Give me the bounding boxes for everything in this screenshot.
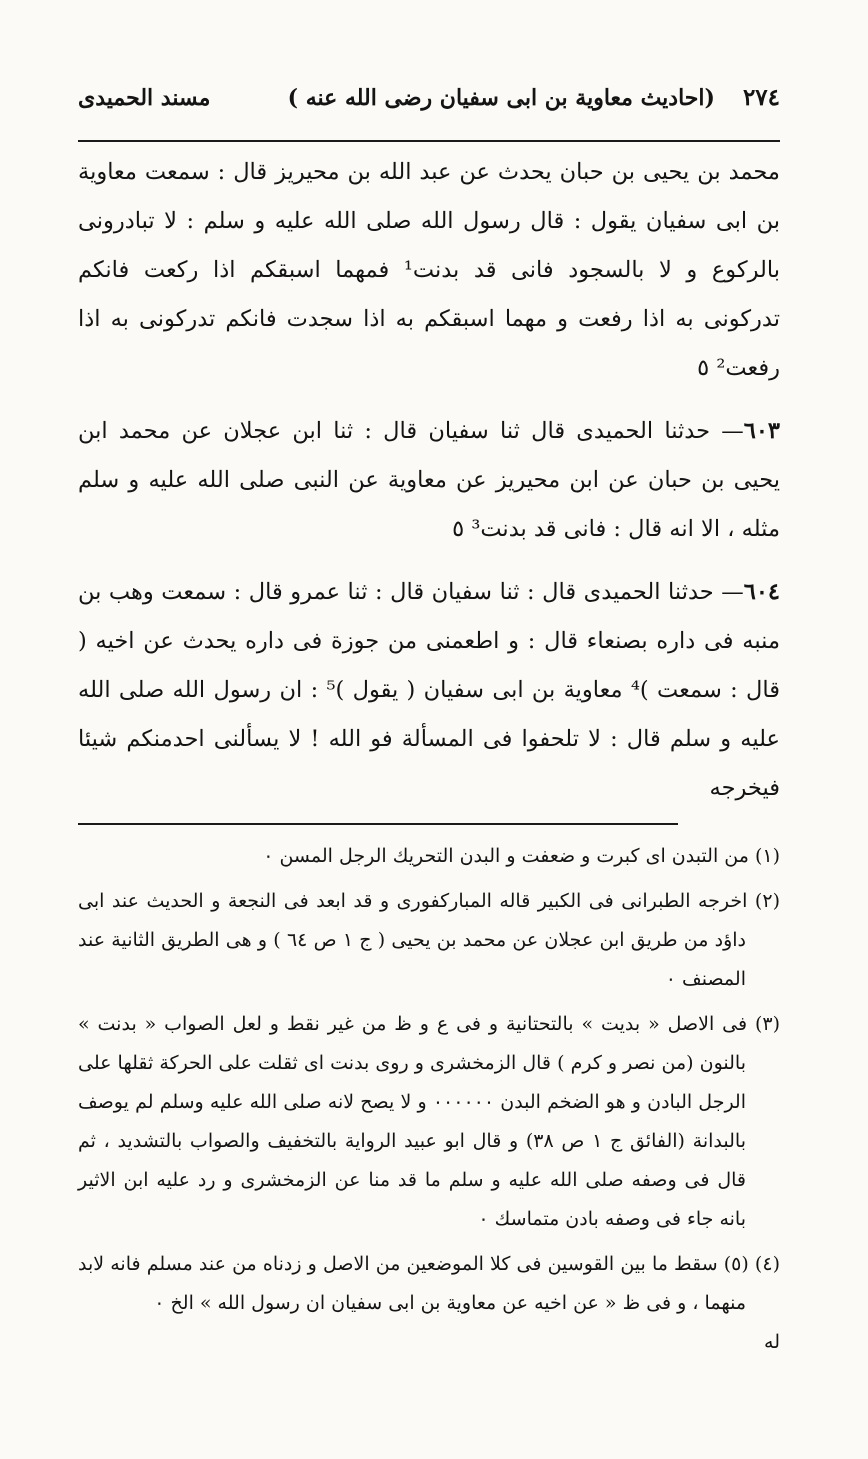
footnote-3: (٣) فى الاصل « بديت » بالتحتانية و فى ع و ظ من غير نقط و لعل الصواب « بدنت » بالنون (من نصر و كرم ) قال الزمخشرى و روى بدنت اى ثقلت على الحركة ثقلها على الرجل البادن و هو الضخم البدن ٠٠٠٠٠٠ و لا يصح لانه صلى الله عليه وسلم لم يوصف بالبدانة (الفائق ج ١ ص ٣٨) و قال ابو عبيد الرواية بالتخفيف والصواب بالتشديد ، ثم قال فى وصفه صلى الله عليه و سلم ما قد منا عن الزمخشرى و رد عليه ابن الاثير بانه جاء فى وصفه بادن متماسك ٠ <box>78 1013 780 1230</box>
hadith-paragraph-continued <box>78 148 780 393</box>
page-header <box>78 84 780 130</box>
hadith-paragraph-604 <box>78 568 780 813</box>
footnote-2: (٢) اخرجه الطبرانى فى الكبير قاله المباركفورى و قد ابعد فى النجعة و الحديث عند ابى داؤد من طريق ابن عجلان عن محمد بن يحيى ( ج ١ ص ٦٤ ) و هى الطريق الثانية عند المصنف ٠ <box>78 890 780 990</box>
hadith-paragraph-603 <box>78 407 780 554</box>
paragraph-text: — حدثنا الحميدى قال ثنا سفيان قال : ثنا ابن عجلان عن محمد ابن يحيى بن حبان عن ابن محيريز عن معاوية عن النبى صلى الله عليه و سلم مثله ، الا انه قال : فانى قد بدنت³ ٥ <box>78 418 780 542</box>
paragraph-text: — حدثنا الحميدى قال : ثنا سفيان قال : ثنا عمرو قال : سمعت وهب بن منبه فى داره بصنعاء قال : و اطعمنى من جوزة فى داره يحدث عن اخيه ( قال : سمعت )⁴ معاوية بن ابى سفيان ( يقول )⁵ : ان رسول الله صلى الله عليه و سلم قال : لا تلحفوا فى المسألة فو الله ! لا يسألنى احدمنكم شيئا فيخرجه <box>78 579 780 801</box>
main-text <box>78 148 780 813</box>
paragraph-text: محمد بن يحيى بن حبان يحدث عن عبد الله بن محيريز قال : سمعت معاوية بن ابى سفيان يقول : قال رسول الله صلى الله عليه و سلم : لا تبادرونى بالركوع و لا بالسجود فانى قد بدنت¹ فمهما اسبقكم اذا ركعت فانكم تدركونى به اذا رفعت و مهما اسبقكم به اذا سجدت فانكم تدركونى به اذا رفعت² ٥ <box>78 159 780 381</box>
catchword: له <box>764 1331 780 1353</box>
header-divider <box>78 140 780 142</box>
footnote-1: (١) من التبدن اى كبرت و ضعفت و البدن التحريك الرجل المسن ٠ <box>263 845 780 867</box>
running-title: (احاديث معاوية بن ابى سفيان رضى الله عنه ) <box>287 85 715 111</box>
footnote-4-5: (٤) (٥) سقط ما بين القوسين فى كلا الموضعين من الاصل و زدناه من عند مسلم فانه لابد منهما ، و فى ظ « عن اخيه عن معاوية بن ابى سفيان ان رسول الله » الخ ٠ <box>78 1253 780 1314</box>
page-number: ٢٧٤ <box>742 84 780 111</box>
footnote-divider <box>78 823 678 825</box>
document-page <box>0 84 868 1459</box>
hadith-number: ٦٠٤ <box>743 579 780 605</box>
footnotes <box>78 837 780 1362</box>
hadith-number: ٦٠٣ <box>743 418 780 444</box>
book-title: مسند الحميدى <box>78 85 211 111</box>
